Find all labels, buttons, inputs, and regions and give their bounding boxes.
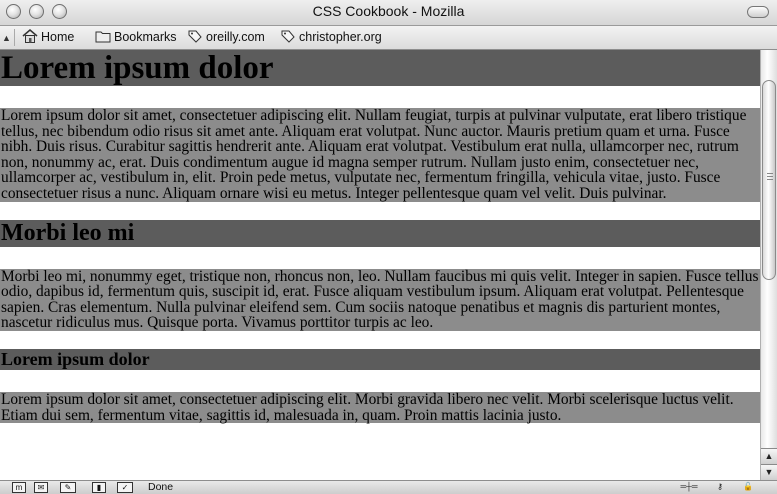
address-book-icon[interactable]: ▮ [92,482,106,493]
heading-3: Lorem ipsum dolor [0,349,760,370]
bookmark-icon [187,29,203,43]
navigator-icon[interactable]: m [12,482,26,493]
grip-line [767,179,773,180]
vertical-scrollbar[interactable] [760,50,777,480]
window-title: CSS Cookbook - Mozilla [312,3,465,19]
toolbar-item-label: Bookmarks [114,30,177,44]
key-icon[interactable]: ⚷ [717,482,723,491]
bookmark-icon [280,29,296,43]
page-content [0,50,760,480]
toolbar-home-button[interactable] [22,29,74,46]
scrollbar-thumb[interactable] [762,80,776,280]
toolbar-item-label: christopher.org [299,30,382,44]
spacer [0,331,760,349]
toolbar-bookmark-oreilly[interactable] [187,29,265,46]
online-status-icon[interactable]: ═┼═ [680,482,698,491]
scroll-up-button[interactable]: ▲ [761,448,777,464]
heading-1: Lorem ipsum dolor [0,50,760,86]
paragraph-2: Morbi leo mi, nonummy eget, tristique non, rhoncus non, leo. Nullam faucibus mi quis velit. Integer in sapien. Fusce tellus odio, dapibus id, fermentum quis, suscipit id, erat. Fusce aliquam vestibulum ipsum. Aliquam erat volutpat. Pellentesque sapien. Cras elementum. Nulla pulvinar eleifend sem. Cum sociis natoque penatibus et magnis dis parturient montes, nascetur ridiculus mus. Quisque porta. Vivamus porttitor turpis ac leo. [1,267,759,332]
spacer [0,86,760,108]
toolbar-toggle-button[interactable] [747,6,769,18]
chat-icon[interactable]: ✓ [117,482,133,493]
personal-toolbar [0,26,777,50]
toolbar-divider [14,29,15,46]
status-text: Done [148,481,174,493]
heading-2: Morbi leo mi [0,220,760,247]
paragraph-1: Lorem ipsum dolor sit amet, consectetuer adipiscing elit. Nullam feugiat, turpis at pulvinar vulputate, erat libero tristique tellus, nec bibendum odio risus sit amet ante. Aliquam erat volutpat. Nunc auctor. Mauris pretium quam et urna. Fusce nibh. Duis risus. Curabitur sagittis hendrerit ante. Aliquam erat volutpat. Vestibulum erat nulla, ullamcorper nec, rutrum non, nonummy ac, erat. Duis condimentum augue id magna semper rutrum. Nullam justo enim, consectetuer nec, ullamcorper ac, vestibulum in, elit. Proin pede metus, vulputate nec, fermentum fringilla, vehicula vitae, justo. Fusce consectetuer risus a nunc. Aliquam ornare wisi eu metus. Integer pellentesque quam vel velit. Duis pulvinar. [0,108,760,202]
toolbar-item-label: oreilly.com [206,30,265,44]
grip-line [767,176,773,177]
toolbar-bookmark-christopher[interactable] [280,29,382,46]
lock-icon[interactable]: 🔓 [743,482,753,491]
toolbar-bookmarks-button[interactable] [95,29,177,46]
spacer [0,247,760,269]
title-bar [0,0,777,26]
spacer [0,202,760,220]
toolbar-item-label: Home [41,30,75,44]
folder-icon [95,29,111,43]
grip-line [767,173,773,174]
toolbar-collapse-icon[interactable]: ▲ [2,33,11,43]
paragraph-3: Lorem ipsum dolor sit amet, consectetuer adipiscing elit. Morbi gravida libero nec velit. Morbi scelerisque luctus velit. Etiam dui sem, fermentum vitae, sagittis id, malesuada in, quam. Proin mattis lacinia justo. [0,392,760,423]
status-bar [0,480,777,494]
mail-icon[interactable]: ✉ [34,482,48,493]
spacer [0,370,760,392]
composer-icon[interactable]: ✎ [60,482,76,493]
scroll-down-button[interactable]: ▼ [761,464,777,480]
home-icon [22,29,38,43]
